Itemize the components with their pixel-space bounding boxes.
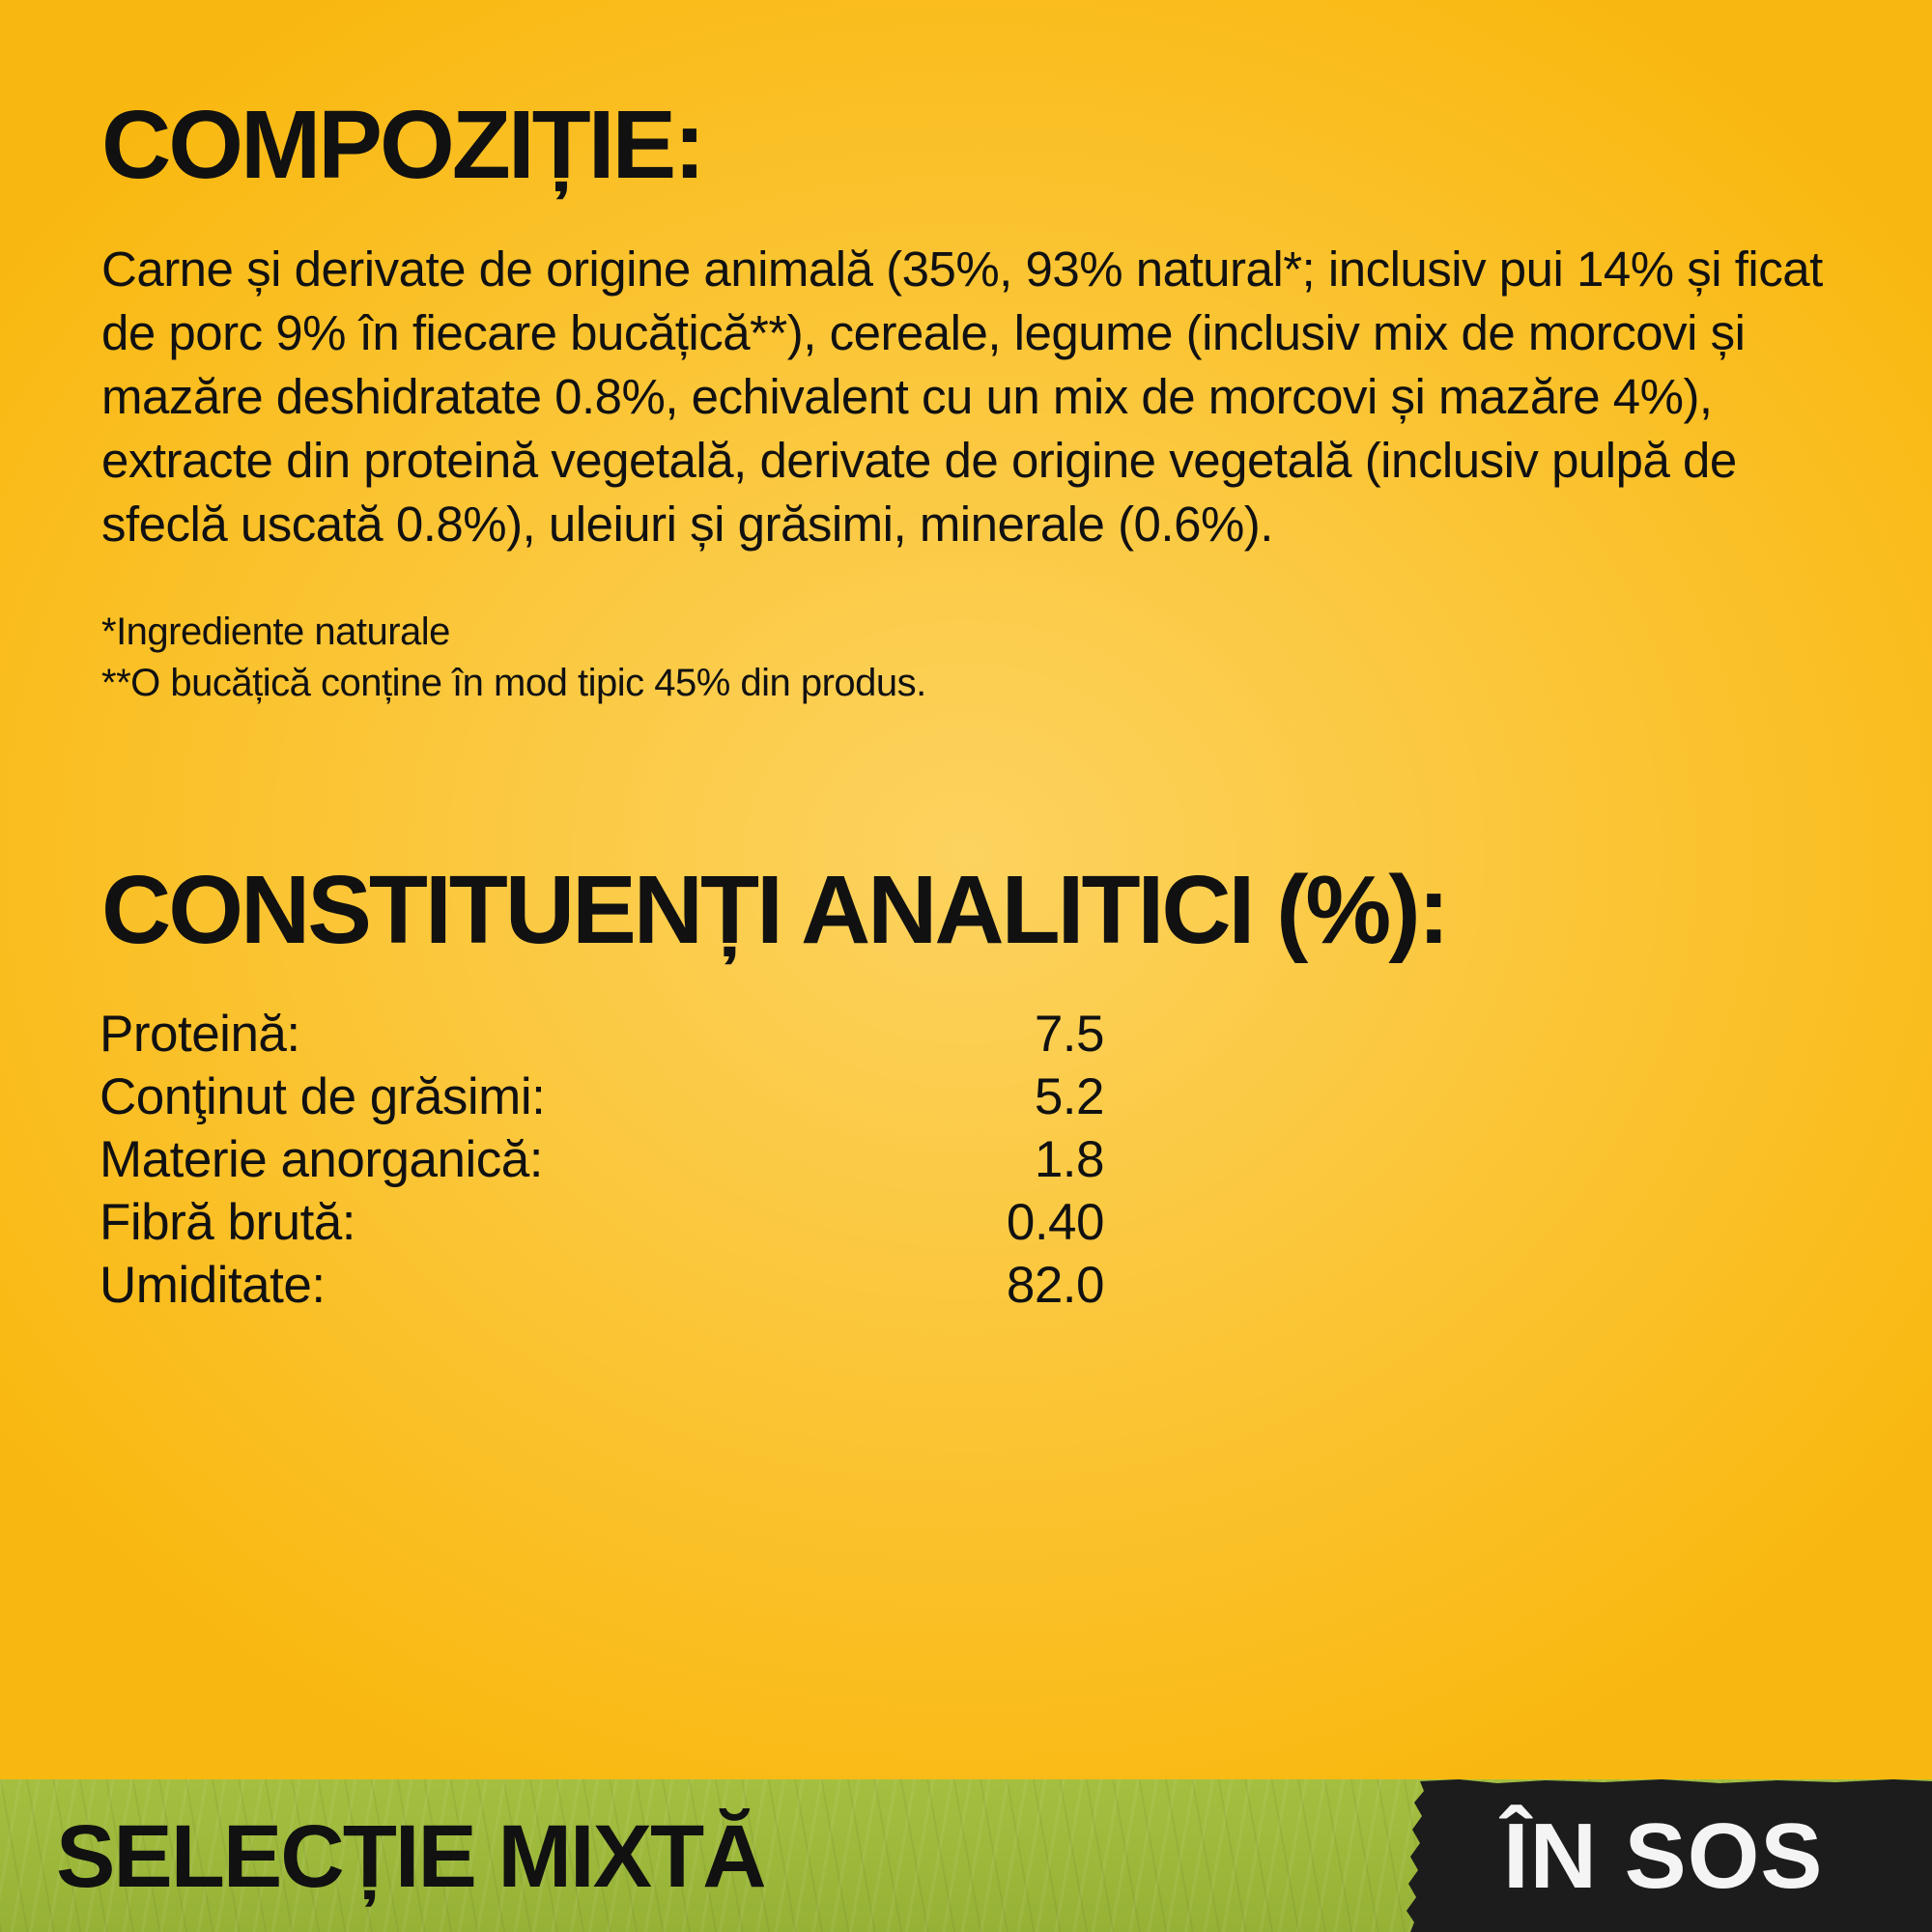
analytic-heading: CONSTITUENȚI ANALITICI (%): [101,856,1447,964]
ingredients-text: Carne și derivate de origine animală (35%, 93% natural*; inclusiv pui 14% și ficat de porc 9% în fiecare bucățică**), cereale, legume (inclusiv mix de morcovi și mazăre deshidratate 0.8%, echivalent cu un mix de morcovi și mazăre 4%), extracte din proteină vegetală, derivate de origine vegetală (inclusiv pulpă de sfeclă uscată 0.8%), uleiuri și grăsimi, minerale (0.6%). [101,242,1823,552]
footnote-natural: *Ingrediente naturale [101,611,450,653]
footnotes [101,607,926,709]
variant-name: SELECȚIE MIXTĂ [56,1807,765,1906]
composition-heading: COMPOZIȚIE: [101,91,703,199]
table-row [99,1065,1104,1128]
analytic-table [99,1003,1104,1317]
sauce-badge [1391,1777,1932,1932]
constituent-label: Proteină: [99,1006,300,1063]
constituent-value: 82.0 [1006,1257,1104,1314]
constituent-label: Conţinut de grăsimi: [99,1068,546,1125]
constituent-label: Umiditate: [99,1257,326,1314]
constituent-value: 5.2 [1034,1068,1104,1125]
sauce-label: ÎN SOS [1503,1804,1824,1908]
table-row [99,1191,1104,1254]
constituent-value: 1.8 [1034,1131,1104,1188]
constituent-label: Fibră brută: [99,1194,356,1251]
constituent-label: Materie anorganică: [99,1131,543,1188]
table-row [99,1128,1104,1191]
constituent-value: 7.5 [1034,1006,1104,1063]
table-row [99,1254,1104,1317]
constituent-value: 0.40 [1006,1194,1104,1251]
table-row [99,1003,1104,1065]
footnote-piece: **O bucățică conține în mod tipic 45% din produs. [101,662,926,704]
